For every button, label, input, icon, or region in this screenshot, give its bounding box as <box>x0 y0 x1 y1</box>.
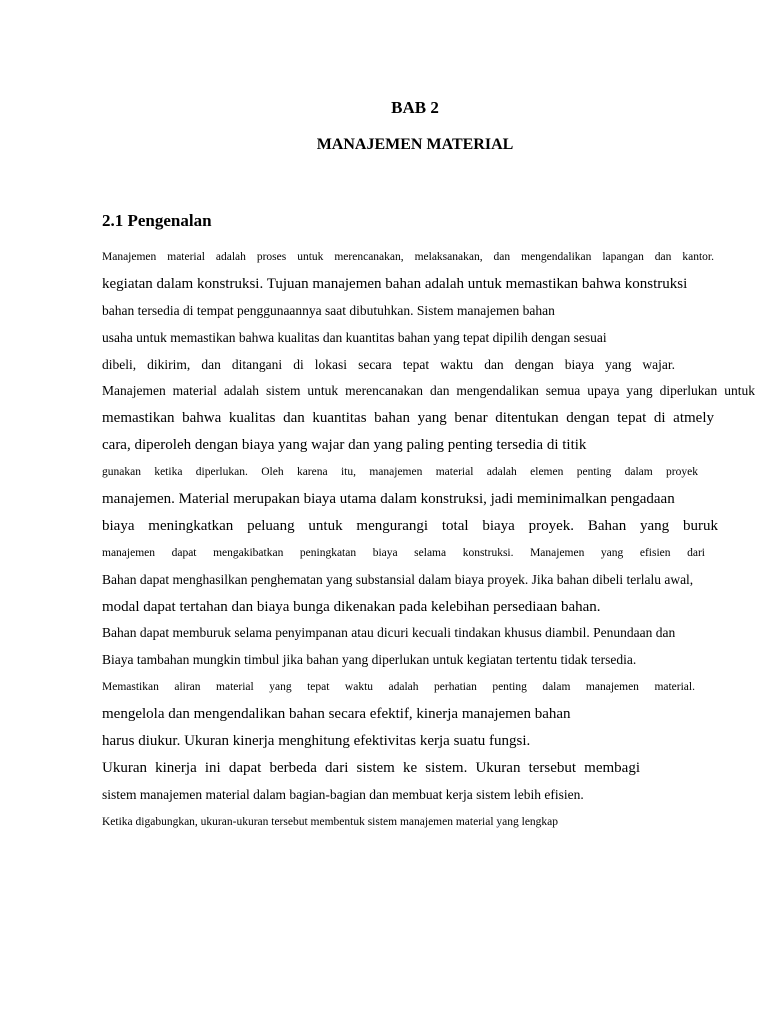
text-line: harus diukur. Ukuran kinerja menghitung efektivitas kerja suatu fungsi. <box>102 733 531 750</box>
text-line: Ukuran kinerja ini dapat berbeda dari sistem ke sistem. Ukuran tersebut membagi <box>102 759 640 776</box>
text-line: Memastikan aliran material yang tepat waktu adalah perhatian penting dalam manajemen material. <box>102 681 695 694</box>
text-line: Bahan dapat menghasilkan penghematan yang substansial dalam biaya proyek. Jika bahan dibeli terlalu awal, <box>102 571 694 587</box>
text-line: Bahan dapat memburuk selama penyimpanan atau dicuri kecuali tindakan khusus diambil. Penundaan dan <box>102 625 676 641</box>
text-line: Manajemen material adalah proses untuk merencanakan, melaksanakan, dan mengendalikan lapangan dan kantor. <box>102 251 714 263</box>
text-line: memastikan bahwa kualitas dan kuantitas bahan yang benar ditentukan dengan tepat di atmely <box>102 410 714 427</box>
chapter-title: MANAJEMEN MATERIAL <box>316 136 514 153</box>
text-line: usaha untuk memastikan bahwa kualitas dan kuantitas bahan yang tepat dipilih dengan sesuai <box>102 329 607 345</box>
text-line: Biaya tambahan mungkin timbul jika bahan yang diperlukan untuk kegiatan tertentu tidak tersedia. <box>102 652 637 668</box>
text-line: gunakan ketika diperlukan. Oleh karena itu, manajemen material adalah elemen penting dalam proyek <box>102 466 698 479</box>
text-line: sistem manajemen material dalam bagian-bagian dan membuat kerja sistem lebih efisien. <box>102 786 584 802</box>
text-line: bahan tersedia di tempat penggunaannya saat dibutuhkan. Sistem manajemen bahan <box>102 302 555 318</box>
section-heading: 2.1 Pengenalan <box>102 211 212 230</box>
body-paragraph <box>102 246 757 838</box>
text-line: manajemen dapat mengakibatkan peningkatan biaya selama konstruksi. Manajemen yang efisien dari <box>102 546 705 559</box>
text-line: mengelola dan mengendalikan bahan secara efektif, kinerja manajemen bahan <box>102 706 571 723</box>
text-line: manajemen. Material merupakan biaya utama dalam konstruksi, jadi meminimalkan pengadaan <box>102 491 675 508</box>
text-line: biaya meningkatkan peluang untuk mengurangi total biaya proyek. Bahan yang buruk <box>102 517 718 534</box>
text-line: modal dapat tertahan dan biaya bunga dikenakan pada kelebihan persediaan bahan. <box>102 598 601 615</box>
text-line: Manajemen material adalah sistem untuk merencanakan dan mengendalikan semua upaya yang diperlukan untuk <box>102 383 755 399</box>
text-line: kegiatan dalam konstruksi. Tujuan manajemen bahan adalah untuk memastikan bahwa konstruksi <box>102 275 688 292</box>
text-line: Ketika digabungkan, ukuran-ukuran tersebut membentuk sistem manajemen material yang lengkap <box>102 815 559 828</box>
chapter-number: BAB 2 <box>391 98 439 117</box>
text-line: cara, diperoleh dengan biaya yang wajar dan yang paling penting tersedia di titik <box>102 437 587 454</box>
text-line: dibeli, dikirim, dan ditangani di lokasi secara tepat waktu dan dengan biaya yang wajar. <box>102 356 675 372</box>
